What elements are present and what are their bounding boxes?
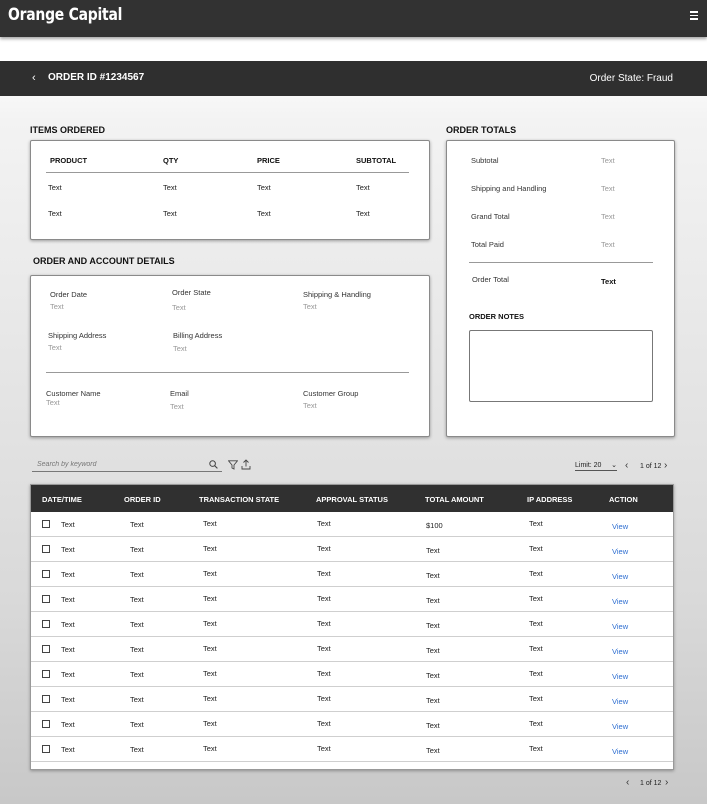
cell-ip-address: Text bbox=[529, 719, 543, 728]
cell-order-id: Text bbox=[130, 745, 144, 754]
divider bbox=[46, 172, 409, 173]
order-header-bar bbox=[0, 61, 707, 96]
shipping-handling-label: Shipping and Handling bbox=[471, 184, 547, 193]
order-date-value: Text bbox=[50, 302, 64, 311]
subtotal-value: Text bbox=[601, 156, 615, 165]
column-header-product: PRODUCT bbox=[50, 156, 88, 165]
order-totals-title: ORDER TOTALS bbox=[446, 125, 517, 135]
search-icon[interactable] bbox=[209, 460, 218, 469]
column-header-ip-address[interactable]: IP ADDRESS bbox=[527, 495, 573, 504]
limit-select-value: Limit: 20 bbox=[575, 462, 602, 469]
account-details-title: ORDER AND ACCOUNT DETAILS bbox=[33, 256, 175, 266]
cell-approval-status: Text bbox=[317, 569, 331, 578]
cell-ip-address: Text bbox=[529, 669, 543, 678]
cell-approval-status: Text bbox=[317, 644, 331, 653]
cell-transaction-state: Text bbox=[203, 544, 217, 553]
item-cell: Text bbox=[257, 209, 271, 218]
row-checkbox[interactable] bbox=[42, 695, 50, 703]
order-state-label: Order State bbox=[172, 288, 211, 297]
cell-transaction-state: Text bbox=[203, 594, 217, 603]
view-link[interactable]: View bbox=[612, 722, 629, 731]
column-header-transaction-state[interactable]: TRANSACTION STATE bbox=[199, 495, 280, 504]
table-row bbox=[31, 612, 673, 637]
billing-address-value: Text bbox=[173, 344, 187, 353]
cell-datetime: Text bbox=[61, 670, 75, 679]
row-checkbox[interactable] bbox=[42, 620, 50, 628]
cell-ip-address: Text bbox=[529, 594, 543, 603]
cell-datetime: Text bbox=[61, 645, 75, 654]
item-cell: Text bbox=[356, 209, 370, 218]
cell-approval-status: Text bbox=[317, 719, 331, 728]
cell-datetime: Text bbox=[61, 545, 75, 554]
cell-total-amount: Text bbox=[426, 571, 440, 580]
cell-order-id: Text bbox=[130, 545, 144, 554]
cell-ip-address: Text bbox=[529, 519, 543, 528]
total-paid-label: Total Paid bbox=[471, 240, 504, 249]
export-icon[interactable] bbox=[241, 459, 251, 470]
table-row bbox=[31, 737, 673, 762]
column-header-qty: QTY bbox=[163, 156, 179, 165]
item-cell: Text bbox=[163, 209, 177, 218]
table-row bbox=[31, 512, 673, 537]
cell-transaction-state: Text bbox=[203, 519, 217, 528]
cell-approval-status: Text bbox=[317, 694, 331, 703]
cell-total-amount: $100 bbox=[426, 521, 443, 530]
view-link[interactable]: View bbox=[612, 622, 629, 631]
row-checkbox[interactable] bbox=[42, 670, 50, 678]
column-header-datetime[interactable]: DATE/TIME bbox=[42, 495, 82, 504]
order-state-value: Text bbox=[172, 303, 186, 312]
customer-group-label: Customer Group bbox=[303, 389, 359, 398]
billing-address-label: Billing Address bbox=[173, 331, 223, 340]
order-notes-title: ORDER NOTES bbox=[469, 312, 525, 321]
cell-ip-address: Text bbox=[529, 619, 543, 628]
column-header-order-id[interactable]: ORDER ID bbox=[124, 495, 161, 504]
row-checkbox[interactable] bbox=[42, 520, 50, 528]
cell-ip-address: Text bbox=[529, 744, 543, 753]
chevron-right-icon[interactable]: › bbox=[665, 777, 669, 788]
table-header bbox=[31, 485, 673, 512]
cell-order-id: Text bbox=[130, 570, 144, 579]
cell-approval-status: Text bbox=[317, 544, 331, 553]
cell-transaction-state: Text bbox=[203, 669, 217, 678]
cell-ip-address: Text bbox=[529, 544, 543, 553]
divider bbox=[46, 372, 409, 373]
column-header-price: PRICE bbox=[257, 156, 280, 165]
customer-name-label: Customer Name bbox=[46, 389, 101, 398]
cell-total-amount: Text bbox=[426, 696, 440, 705]
subtotal-label: Subtotal bbox=[471, 156, 499, 165]
chevron-down-icon: ⌄ bbox=[611, 462, 617, 469]
view-link[interactable]: View bbox=[612, 522, 629, 531]
items-ordered-title: ITEMS ORDERED bbox=[30, 125, 106, 135]
cell-order-id: Text bbox=[130, 695, 144, 704]
cell-transaction-state: Text bbox=[203, 619, 217, 628]
cell-total-amount: Text bbox=[426, 671, 440, 680]
cell-datetime: Text bbox=[61, 720, 75, 729]
chevron-left-icon[interactable]: ‹ bbox=[625, 460, 629, 471]
shipping-handling-detail-label: Shipping & Handling bbox=[303, 290, 371, 299]
back-chevron-icon[interactable]: ‹ bbox=[32, 72, 36, 84]
cell-approval-status: Text bbox=[317, 594, 331, 603]
search-input[interactable] bbox=[32, 458, 222, 472]
row-checkbox[interactable] bbox=[42, 595, 50, 603]
table-row bbox=[31, 687, 673, 712]
page-indicator: 1 of 12 bbox=[640, 463, 662, 470]
view-link[interactable]: View bbox=[612, 597, 629, 606]
cell-total-amount: Text bbox=[426, 646, 440, 655]
item-cell: Text bbox=[356, 183, 370, 192]
order-date-label: Order Date bbox=[50, 290, 88, 299]
customer-group-value: Text bbox=[303, 401, 317, 410]
order-total-value: Text bbox=[601, 277, 616, 286]
item-cell: Text bbox=[257, 183, 271, 192]
cell-total-amount: Text bbox=[426, 621, 440, 630]
cell-total-amount: Text bbox=[426, 721, 440, 730]
grand-total-value: Text bbox=[601, 212, 615, 221]
column-header-subtotal: SUBTOTAL bbox=[356, 156, 397, 165]
shipping-address-value: Text bbox=[48, 343, 62, 352]
total-paid-value: Text bbox=[601, 240, 615, 249]
limit-select[interactable] bbox=[575, 462, 617, 471]
table-row bbox=[31, 637, 673, 662]
cell-datetime: Text bbox=[61, 595, 75, 604]
cell-datetime: Text bbox=[61, 695, 75, 704]
table-row bbox=[31, 562, 673, 587]
cell-order-id: Text bbox=[130, 670, 144, 679]
cell-order-id: Text bbox=[130, 520, 144, 529]
cell-total-amount: Text bbox=[426, 596, 440, 605]
view-link[interactable]: View bbox=[612, 747, 629, 756]
order-id-title: ORDER ID #1234567 bbox=[48, 72, 145, 83]
brand-logo[interactable]: Orange Capital bbox=[8, 5, 123, 25]
cell-total-amount: Text bbox=[426, 746, 440, 755]
cell-transaction-state: Text bbox=[203, 644, 217, 653]
cell-transaction-state: Text bbox=[203, 694, 217, 703]
column-header-total-amount[interactable]: TOTAL AMOUNT bbox=[425, 495, 484, 504]
cell-datetime: Text bbox=[61, 745, 75, 754]
cell-datetime: Text bbox=[61, 620, 75, 629]
table-row bbox=[31, 587, 673, 612]
transactions-table bbox=[30, 484, 674, 770]
cell-approval-status: Text bbox=[317, 744, 331, 753]
top-bar bbox=[0, 0, 707, 37]
cell-approval-status: Text bbox=[317, 619, 331, 628]
column-header-action[interactable]: ACTION bbox=[609, 495, 638, 504]
row-checkbox[interactable] bbox=[42, 720, 50, 728]
cell-approval-status: Text bbox=[317, 669, 331, 678]
table-row bbox=[31, 537, 673, 562]
item-cell: Text bbox=[163, 183, 177, 192]
email-label: Email bbox=[170, 389, 189, 398]
view-link[interactable]: View bbox=[612, 647, 629, 656]
cell-ip-address: Text bbox=[529, 644, 543, 653]
order-state-label: Order State: Fraud bbox=[589, 73, 673, 84]
account-details-card bbox=[30, 275, 430, 437]
cell-total-amount: Text bbox=[426, 546, 440, 555]
cell-order-id: Text bbox=[130, 645, 144, 654]
cell-transaction-state: Text bbox=[203, 744, 217, 753]
divider bbox=[469, 262, 653, 263]
row-checkbox[interactable] bbox=[42, 745, 50, 753]
page-indicator-bottom: 1 of 12 bbox=[640, 780, 662, 787]
email-value: Text bbox=[170, 402, 184, 411]
order-total-label: Order Total bbox=[472, 275, 509, 284]
menu-icon[interactable] bbox=[690, 11, 698, 21]
table-row bbox=[31, 662, 673, 687]
filter-icon[interactable] bbox=[228, 460, 238, 470]
view-link[interactable]: View bbox=[612, 572, 629, 581]
cell-transaction-state: Text bbox=[203, 569, 217, 578]
cell-transaction-state: Text bbox=[203, 719, 217, 728]
shipping-handling-detail-value: Text bbox=[303, 302, 317, 311]
view-link[interactable]: View bbox=[612, 672, 629, 681]
cell-order-id: Text bbox=[130, 595, 144, 604]
view-link[interactable]: View bbox=[612, 547, 629, 556]
cell-datetime: Text bbox=[61, 570, 75, 579]
chevron-left-icon[interactable]: ‹ bbox=[626, 777, 630, 788]
item-cell: Text bbox=[48, 209, 62, 218]
item-cell: Text bbox=[48, 183, 62, 192]
row-checkbox[interactable] bbox=[42, 570, 50, 578]
cell-ip-address: Text bbox=[529, 694, 543, 703]
cell-order-id: Text bbox=[130, 620, 144, 629]
cell-approval-status: Text bbox=[317, 519, 331, 528]
view-link[interactable]: View bbox=[612, 697, 629, 706]
cell-ip-address: Text bbox=[529, 569, 543, 578]
shipping-handling-value: Text bbox=[601, 184, 615, 193]
order-notes-textarea[interactable] bbox=[469, 330, 653, 402]
row-checkbox[interactable] bbox=[42, 645, 50, 653]
column-header-approval-status[interactable]: APPROVAL STATUS bbox=[316, 495, 388, 504]
customer-name-value: Text bbox=[46, 398, 60, 407]
shipping-address-label: Shipping Address bbox=[48, 331, 107, 340]
grand-total-label: Grand Total bbox=[471, 212, 510, 221]
items-ordered-card bbox=[30, 140, 430, 240]
cell-datetime: Text bbox=[61, 520, 75, 529]
cell-order-id: Text bbox=[130, 720, 144, 729]
chevron-right-icon[interactable]: › bbox=[664, 460, 668, 471]
table-row bbox=[31, 712, 673, 737]
row-checkbox[interactable] bbox=[42, 545, 50, 553]
order-totals-card bbox=[446, 140, 675, 437]
